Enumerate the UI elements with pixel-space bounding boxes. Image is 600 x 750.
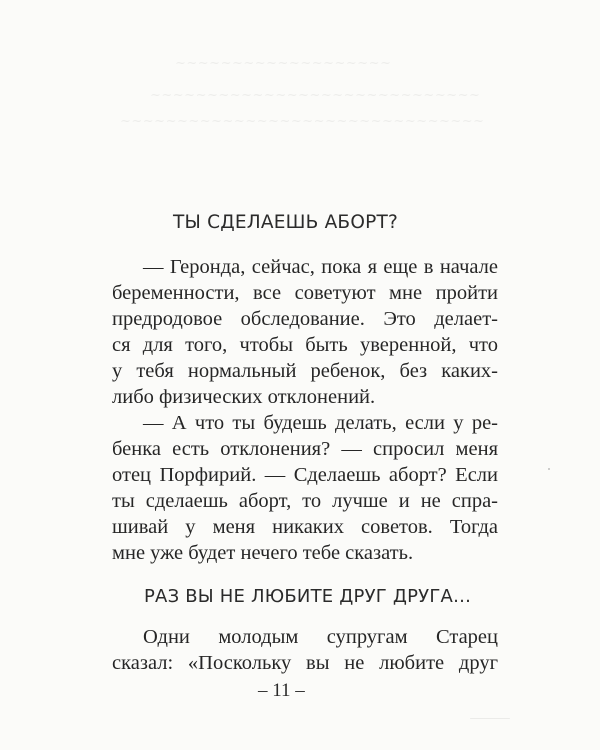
paragraph-line: отец Порфирий. — Сделаешь аборт? Если	[112, 464, 498, 486]
paragraph-line: у тебя нормальный ребенок, без каких-	[112, 360, 498, 382]
bleed-through-text: ~~~~~~~~~~~~~~~~~~~~~~~~~~~~~~~~	[120, 114, 485, 129]
bleed-through-text: ~~~~~~~~~~~~~~~~~~~~~~~~~~~~~	[150, 88, 481, 103]
paragraph-line: Одни молодым супругам Старец	[143, 626, 498, 648]
paragraph-line: либо физических отклонений.	[112, 386, 376, 408]
paragraph-line: ся для того, чтобы быть уверенной, что	[112, 334, 498, 356]
paragraph-line: шивай у меня никаких советов. Тогда	[112, 516, 498, 538]
paragraph-line: бенка есть отклонения? — спросил меня	[112, 438, 498, 460]
bleed-through-text: ~~~~~~~~~~~~~~~~~~~	[175, 56, 392, 71]
paragraph-line: — А что ты будешь делать, если у ре-	[143, 412, 498, 434]
paragraph-line: — Геронда, сейчас, пока я еще в начале	[143, 256, 498, 278]
paragraph-line: мне уже будет нечего тебе сказать.	[112, 542, 414, 564]
page-number: – 11 –	[258, 680, 305, 701]
paragraph-line: беременности, все советуют мне пройти	[112, 282, 498, 304]
paper-speck	[470, 718, 510, 719]
paragraph-line: ты сделаешь аборт, то лучше и не спра-	[112, 490, 498, 512]
paragraph-line: предродовое обследование. Это делает-	[112, 308, 498, 330]
paper-speck	[548, 468, 550, 470]
section-heading: РАЗ ВЫ НЕ ЛЮБИТЕ ДРУГ ДРУГА…	[144, 586, 472, 607]
section-heading: ТЫ СДЕЛАЕШЬ АБОРТ?	[173, 212, 398, 233]
paragraph-line: сказал: «Поскольку вы не любите друг	[112, 652, 498, 674]
